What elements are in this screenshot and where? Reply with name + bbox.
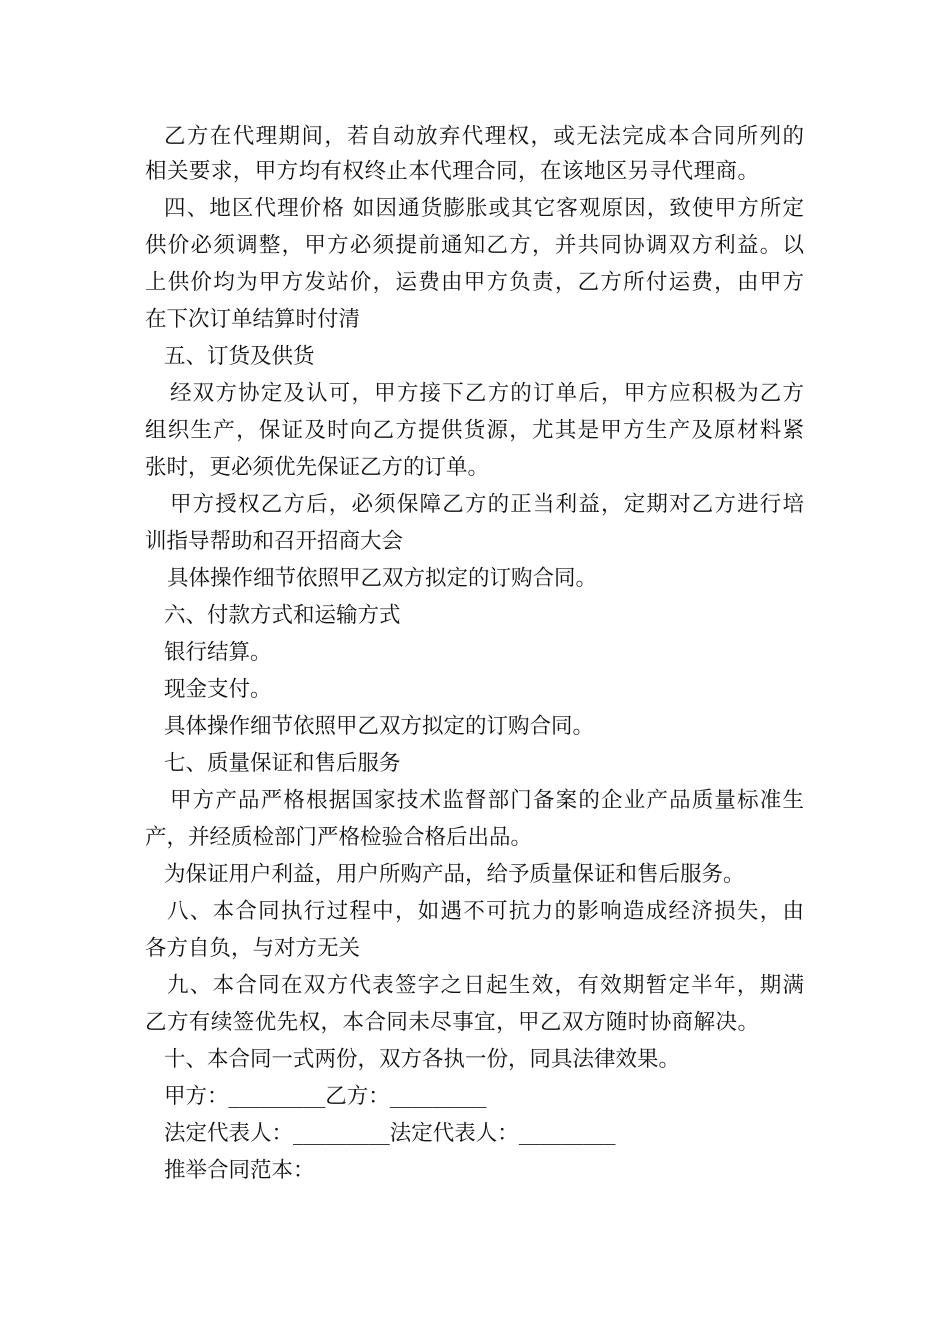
section-heading: 五、订货及供货 — [164, 344, 315, 369]
paragraph-line: 甲方产品严格根据国家技术监督部门备案的企业产品质量标准生 — [170, 788, 804, 813]
paragraph-line: 具体操作细节依照甲乙双方拟定的订购合同。 — [164, 714, 595, 739]
paragraph-line: 供价必须调整，甲方必须提前通知乙方，并共同协调双方利益。以 — [145, 233, 804, 258]
paragraph-line: 现金支付。 — [164, 677, 272, 702]
paragraph-line: 在下次订单结算时付清 — [145, 307, 361, 332]
paragraph-line: 相关要求，甲方均有权终止本代理合同，在该地区另寻代理商。 — [145, 159, 759, 184]
paragraph-line: 四、地区代理价格 如因通货膨胀或其它客观原因，致使甲方所定 — [164, 196, 804, 221]
paragraph-line: 经双方协定及认可，甲方接下乙方的订单后，甲方应积极为乙方 — [170, 381, 804, 406]
paragraph-line: 九、本合同在双方代表签字之日起生效，有效期暂定半年，期满 — [167, 973, 804, 998]
paragraph-line: 银行结算。 — [164, 640, 272, 665]
paragraph-line: 为保证用户利益，用户所购产品，给予质量保证和售后服务。 — [164, 862, 745, 887]
legal-representative-line: 法定代表人：_________法定代表人：_________ — [164, 1121, 616, 1146]
section-heading: 七、质量保证和售后服务 — [164, 751, 401, 776]
signature-party-line: 甲方：_________乙方：_________ — [164, 1084, 487, 1109]
section-heading: 六、付款方式和运输方式 — [164, 603, 401, 628]
recommended-template-label: 推举合同范本： — [164, 1158, 315, 1183]
paragraph-line: 具体操作细节依照甲乙双方拟定的订购合同。 — [167, 566, 598, 591]
paragraph-line: 各方自负，与对方无关 — [145, 936, 361, 961]
paragraph-line: 张时，更必须优先保证乙方的订单。 — [145, 455, 490, 480]
paragraph-line: 乙方在代理期间，若自动放弃代理权，或无法完成本合同所列的 — [164, 124, 804, 149]
paragraph-line: 组织生产，保证及时向乙方提供货源，尤其是甲方生产及原材料紧 — [145, 418, 804, 443]
paragraph-line: 训指导帮助和召开招商大会 — [145, 529, 404, 554]
paragraph-line: 乙方有续签优先权，本合同未尽事宜，甲乙双方随时协商解决。 — [145, 1010, 759, 1035]
paragraph-line: 甲方授权乙方后，必须保障乙方的正当利益，定期对乙方进行培 — [170, 492, 804, 517]
paragraph-line: 上供价均为甲方发站价，运费由甲方负责，乙方所付运费，由甲方 — [145, 270, 804, 295]
paragraph-line: 八、本合同执行过程中，如遇不可抗力的影响造成经济损失，由 — [167, 899, 804, 924]
paragraph-line: 十、本合同一式两份，双方各执一份，同具法律效果。 — [164, 1047, 681, 1072]
paragraph-line: 产，并经质检部门严格检验合格后出品。 — [145, 825, 533, 850]
